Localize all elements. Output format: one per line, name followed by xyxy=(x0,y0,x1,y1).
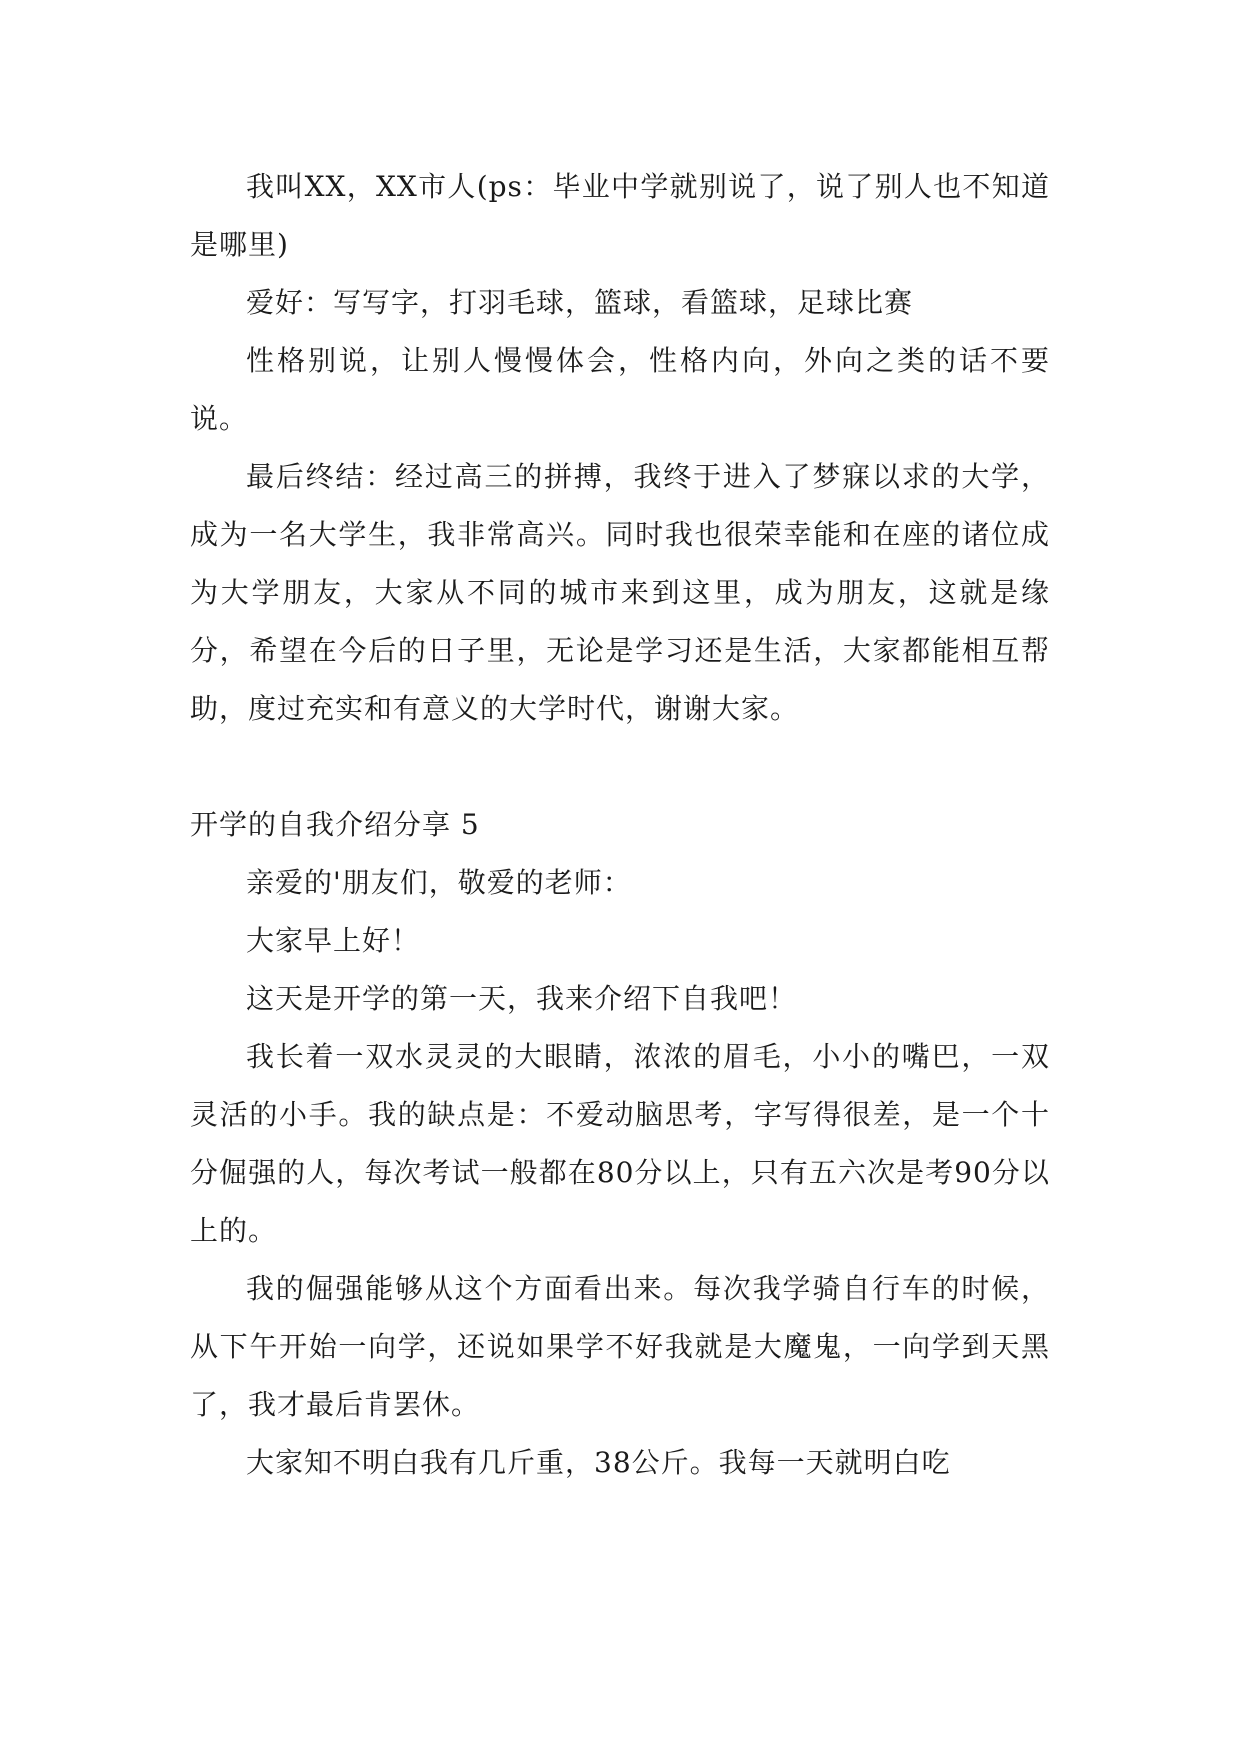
paragraph-intro: 我叫XX，XX市人(ps：毕业中学就别说了，说了别人也不知道是哪里) xyxy=(190,170,1050,261)
paragraph-personality: 性格别说，让别人慢慢体会，性格内向，外向之类的话不要说。 xyxy=(190,344,1050,435)
paragraph-first-day: 这天是开学的第一天，我来介绍下自我吧！ xyxy=(246,982,798,1015)
paragraph-appearance: 我长着一双水灵灵的大眼睛，浓浓的眉毛，小小的嘴巴，一双灵活的小手。我的缺点是：不爱动脑思考，字写得很差，是一个十分倔强的人，每次考试一般都在80分以上，只有五六次是考90分以上的。 xyxy=(190,1040,1050,1247)
section-title: 开学的自我介绍分享 5 xyxy=(190,808,480,841)
paragraph-weight: 大家知不明白我有几斤重，38公斤。我每一天就明白吃 xyxy=(246,1446,951,1479)
document-body xyxy=(190,158,1050,1492)
paragraph-good-morning: 大家早上好！ xyxy=(246,924,421,957)
paragraph-greeting: 亲爱的'朋友们，敬爱的老师： xyxy=(246,866,632,899)
paragraph-stubbornness: 我的倔强能够从这个方面看出来。每次我学骑自行车的时候，从下午开始一向学，还说如果学不好我就是大魔鬼，一向学到天黑了，我才最后肯罢休。 xyxy=(190,1272,1050,1421)
paragraph-hobbies: 爱好：写写字，打羽毛球，篮球，看篮球，足球比赛 xyxy=(246,286,914,319)
paragraph-conclusion: 最后终结：经过高三的拼搏，我终于进入了梦寐以求的大学，成为一名大学生，我非常高兴。同时我也很荣幸能和在座的诸位成为大学朋友，大家从不同的城市来到这里，成为朋友，这就是缘分，希望在今后的日子里，无论是学习还是生活，大家都能相互帮助，度过充实和有意义的大学时代，谢谢大家。 xyxy=(190,460,1050,725)
